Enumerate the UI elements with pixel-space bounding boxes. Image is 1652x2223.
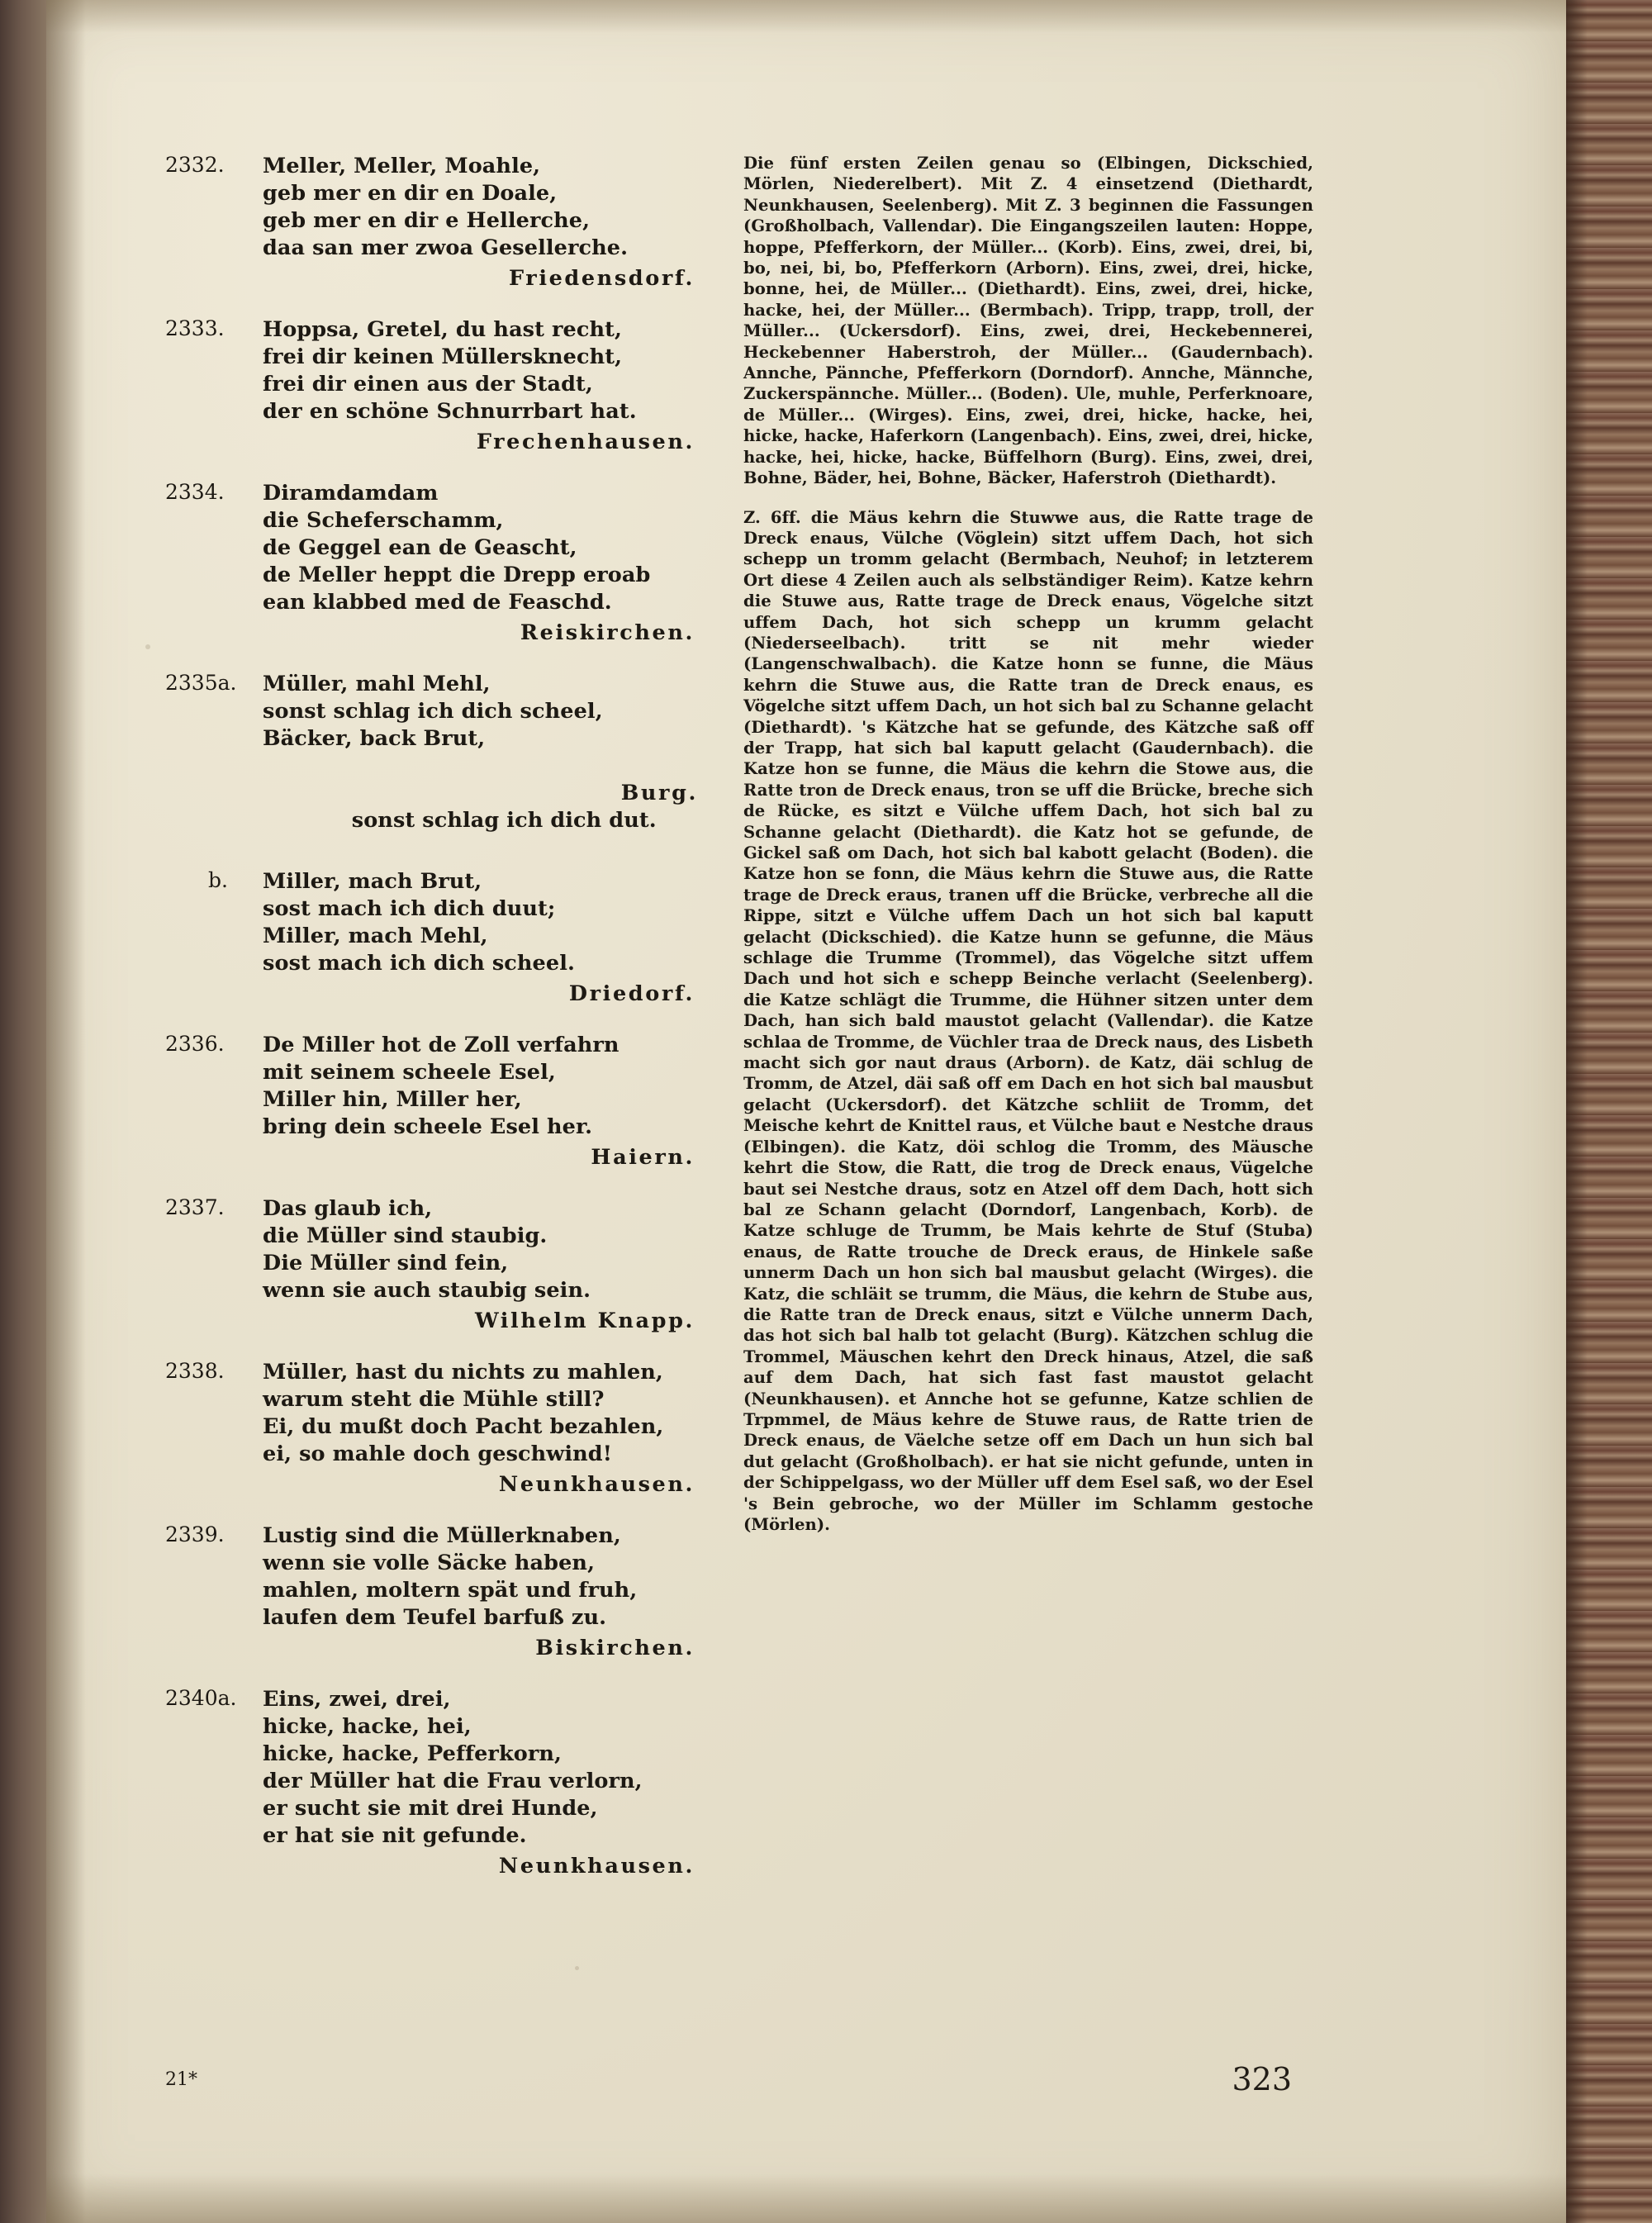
verse-line: Miller hin, Miller her, [263, 1087, 522, 1112]
verse-line: Miller, mach Brut, [263, 869, 482, 894]
verse-line: die Müller sind staubig. [263, 1223, 548, 1248]
entry-number: 2333. [165, 316, 225, 340]
verse-line: de Meller heppt die Drepp eroab [263, 563, 651, 587]
verse-line: sonst schlag ich dich scheel, [263, 699, 603, 724]
verse-line: sost mach ich dich scheel. [263, 951, 575, 976]
entry-place: Haiern. [591, 1145, 695, 1170]
entry-place: Wilhelm Knapp. [474, 1309, 695, 1333]
verse-line: mit seinem scheele Esel, [263, 1060, 556, 1085]
verse-line: ei, so mahle doch geschwind! [263, 1442, 613, 1466]
verse-line: laufen dem Teufel barfuß zu. [263, 1605, 607, 1630]
verse-line: Ei, du mußt doch Pacht bezahlen, [263, 1414, 664, 1439]
rhyme-entry [165, 480, 698, 649]
column-left [165, 153, 698, 1904]
column-right [743, 153, 1313, 1553]
verse-line: Das glaub ich, [263, 1196, 433, 1221]
verse-line: geb mer en dir en Doale, [263, 181, 558, 206]
verse-line: Müller, mahl Mehl, [263, 672, 491, 696]
book-fore-edge [1566, 0, 1652, 2223]
verse-line: Eins, zwei, drei, [263, 1687, 451, 1712]
verse-line: Miller, mach Mehl, [263, 924, 488, 948]
entry-lines [263, 316, 698, 425]
rhyme-entry [165, 671, 698, 862]
entry-lines [263, 1686, 698, 1850]
verse-line: warum steht die Mühle still? [263, 1387, 605, 1412]
verse-line: ean klabbed med de Feaschd. [263, 590, 612, 615]
entry-number: 2339. [165, 1522, 225, 1546]
entry-place: Driedorf. [568, 981, 695, 1006]
verse-line: Die Müller sind fein, [263, 1251, 509, 1275]
entry-number: 2340a. [165, 1686, 237, 1710]
entry-place: Frechenhausen. [476, 430, 695, 454]
entry-subletter: b. [208, 868, 228, 892]
verse-line: de Geggel ean de Geascht, [263, 535, 577, 560]
entry-number: 2337. [165, 1195, 225, 1219]
rhyme-entry [165, 868, 698, 1010]
entry-lines [263, 671, 698, 862]
rhyme-entry [165, 1522, 698, 1665]
verse-line: daa san mer zwoa Gesellerche. [263, 235, 629, 260]
entry-lines [263, 1032, 698, 1141]
verse-line: Bäcker, back Brut, [263, 726, 486, 751]
entry-place: Friedensdorf. [509, 266, 695, 291]
entry-place: Neunkhausen. [498, 1472, 695, 1497]
rhyme-entry [165, 153, 698, 295]
verse-line: mahlen, moltern spät und fruh, [263, 1578, 638, 1603]
entry-number: 2335a. [165, 671, 237, 695]
entry-lines [263, 480, 698, 616]
page-footer [165, 2061, 1313, 2111]
book-gutter [0, 0, 50, 2223]
entry-lines [263, 153, 698, 262]
page-content [165, 153, 1313, 2045]
verse-line: Lustig sind die Müllerknaben, [263, 1523, 621, 1548]
verse-line: die Scheferschamm, [263, 508, 504, 533]
verse-line: frei dir keinen Müllersknecht, [263, 344, 623, 369]
verse-line: hicke, hacke, Pefferkorn, [263, 1741, 562, 1766]
entry-number: 2332. [165, 153, 225, 177]
entry-lines [263, 1359, 698, 1468]
verse-line: frei dir einen aus der Stadt, [263, 372, 593, 397]
rhyme-entry [165, 1686, 698, 1883]
entry-place: Biskirchen. [535, 1636, 695, 1660]
rhyme-entry [165, 1195, 698, 1337]
verse-line: der Müller hat die Frau verlorn, [263, 1769, 643, 1793]
rhyme-entry [165, 316, 698, 458]
verse-line: Diramdamdam [263, 481, 439, 506]
entry-place: Reiskirchen. [520, 620, 695, 645]
verse-line: wenn sie volle Säcke haben, [263, 1551, 596, 1575]
paper-speck [145, 644, 150, 649]
commentary-note: Z. 6ff. die Mäus kehrn die Stuwwe aus, die Ratte trage de Dreck enaus, Vülche (Vöglein) sitzt uffem Dach, hot sich schepp un tromm gelacht (Bermbach, Neuhof; in letzterem Ort diese 4 Zeilen auch als selbständiger Reim). Katze kehrn die Stuwe aus, Ratte trage de Dreck enaus, Vögelche sitzt uffem Dach, hot sich schepp un krumm gelacht (Niederseelbach). tritt se nit mehr wieder (Langenschwalbach). die Katze honn se funne, die Mäus kehrn die Stuwe aus, die Ratte tran de Dreck enaus, es Vögelche sitzt uffem Dach, un hot sich bal zu Schanne gelacht (Diethardt). 's Kätzche hat se gefunde, des Kätzche saß off der Trapp, hat sich bal kaputt gelacht (Gaudernbach). die Katze hon se funne, die Mäus die kehrn die Stowe aus, die Ratte tron de Dreck enaus, tron se uff die Brücke, breche sich de Rücke, es sitzt e Vülche uffem Dach, hot sich bal zu Schanne gelacht (Diethardt). die Katz hot se gefunde, de Gickel saß om Dach, hot sich bal kabott gelacht (Boden). die Katze hon se fonn, die Mäus kehrn die Stuwe aus, die Ratte trage de Dreck eraus, tranen uff die Brücke, verbreche all die Rippe, sitzt e Vülche uffem Dach un hot sich bal kaputt gelacht (Dickschied). die Katze hunn se gefunne, die Mäus schlage die Trumme (Trommel), das Vögelche sitzt uffem Dach und hot sich e schepp Beinche verlacht (Seelenberg). die Katze schlägt die Trumme, die Hühner sitzen unter dem Dach, han sich bald maustot gelacht (Vallendar). die Katze schlaa de Tromme, de Vüchler traa de Dreck naus, des Lisbeth macht sich gor naut draus (Arborn). de Katz, däi schlug de Tromm, de Atzel, däi saß off em Dach en hot sich bal mausbut gelacht (Uckersdorf). det Kätzche schliit de Tromm, det Meische kehrt de Knittel raus, et Vülche baut e Nestche draus (Elbingen). die Katz, döi schlog die Tromm, des Mäusche kehrt die Stow, die Ratt, die trog de Dreck enaus, Vügelche baut sei Nestche draus, sotz en Atzel off dem Dach, hott sich bal ze Schann gelacht (Dorndorf, Langenbach, Korb). de Katze schluge de Trumm, be Mais kehrte de Stuf (Stuba) enaus, de Ratte trouche de Dreck eraus, de Hinkele saße unnerm Dach un hon sich bal mausbut gelacht (Wirges). die Katz, die schläit se trumm, die Mäus, die kehrn de Stube aus, die Ratte tran de Dreck enaus, sitzt e Vülche unnerm Dach, das hot sich bal halb tot gelacht (Burg). Kätzchen schlug die Trommel, Mäuschen kehrt den Dreck hinaus, Atzel, die saß auf dem Dach, hat sich fast fast maustot gelacht (Neunkhausen). et Annche hot se gefunne, Katze schlien de Trpmmel, de Mäus kehre de Stuwe raus, de Ratte trien de Dreck enaus, de Väelche setze off em Dach un hun sich bal dut gelacht (Großholbach). er hat sie nicht gefunde, unten in der Schippelgass, wo der Müller uff dem Esel saß, wo der Esel 's Bein gebroche, wo der Müller im Schlamm gestoche (Mörlen). [743, 507, 1313, 1534]
entry-place-inline: Burg. [620, 781, 698, 805]
verse-line: sost mach ich dich duut; [263, 896, 556, 921]
entry-number: 2334. [165, 480, 225, 504]
verse-line: wenn sie auch staubig sein. [263, 1278, 591, 1303]
verse-line: Hoppsa, Gretel, du hast recht, [263, 317, 622, 342]
verse-line: hicke, hacke, hei, [263, 1714, 472, 1739]
verse-line: geb mer en dir e Hellerche, [263, 208, 591, 233]
verse-line: der en schöne Schnurrbart hat. [263, 399, 637, 424]
commentary-note: Die fünf ersten Zeilen genau so (Elbingen, Dickschied, Mörlen, Niederelbert). Mit Z. 4 einsetzend (Diethardt, Neunkhausen, Seelenberg). Mit Z. 3 beginnen die Fassungen (Großholbach, Vallendar). Die Eingangszeilen lauten: Hoppe, hoppe, Pfefferkorn, der Müller... (Korb). Eins, zwei, drei, bi, bo, nei, bi, bo, Pfefferkorn (Arborn). Eins, zwei, drei, hicke, bonne, hei, de Müller... (Diethardt). Eins, zwei, drei, hicke, hacke, hei, der Müller... (Bermbach). Tripp, trapp, troll, der Müller... (Uckersdorf). Eins, zwei, drei, Heckebennerei, Heckebenner Haberstroh, der Müller... (Gaudernbach). Annche, Pännche, Pfefferkorn (Dorndorf). Annche, Männche, Zuckerspännche. Müller... (Boden). Ule, muhle, Perferknoare, de Müller... (Wirges). Eins, zwei, drei, hicke, hacke, hei, hicke, hacke, Haferkorn (Langenbach). Eins, zwei, drei, hicke, hacke, hei, hicke, hacke, Büffelhorn (Burg). Eins, zwei, drei, Bohne, Bäder, hei, Bohne, Bäcker, Haferstroh (Diethardt). [743, 154, 1313, 488]
verse-line: Müller, hast du nichts zu mahlen, [263, 1360, 663, 1385]
entry-number: 2336. [165, 1032, 225, 1056]
page-number: 323 [1232, 2061, 1292, 2097]
entry-lines [263, 868, 698, 977]
entry-lines [263, 1522, 698, 1632]
signature-mark: 21* [165, 2069, 197, 2090]
entry-lines [263, 1195, 698, 1304]
rhyme-entry [165, 1032, 698, 1174]
entry-number: 2338. [165, 1359, 225, 1383]
verse-text: sonst schlag ich dich dut. [351, 808, 657, 833]
verse-line: er hat sie nit gefunde. [263, 1823, 527, 1848]
verse-line [263, 753, 698, 862]
entry-place: Neunkhausen. [498, 1854, 695, 1879]
verse-line: bring dein scheele Esel her. [263, 1114, 593, 1139]
verse-line: er sucht sie mit drei Hunde, [263, 1796, 598, 1821]
verse-line: De Miller hot de Zoll verfahrn [263, 1033, 620, 1057]
verse-line: Meller, Meller, Moahle, [263, 154, 541, 178]
rhyme-entry [165, 1359, 698, 1501]
